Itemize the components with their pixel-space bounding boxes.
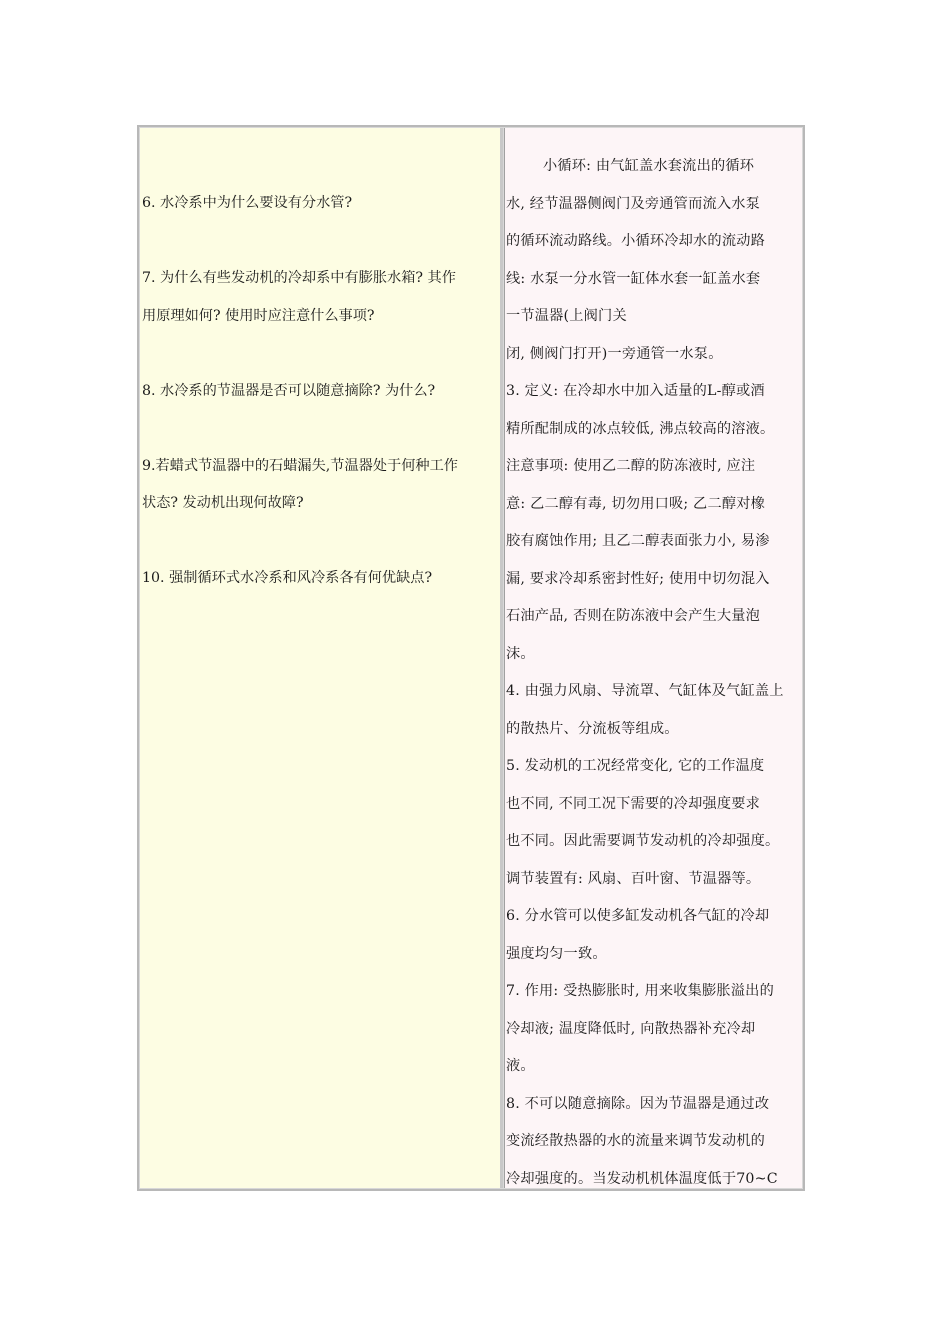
qa-table xyxy=(137,125,805,1191)
answer-line: 一节温器(上阀门关 xyxy=(506,308,627,324)
answer-line: 也不同。因此需要调节发动机的冷却强度。 xyxy=(506,833,780,849)
answer-line: 6. 分水管可以使多缸发动机各气缸的冷却 xyxy=(506,908,770,924)
question-7-line-2: 用原理如何? 使用时应注意什么事项? xyxy=(142,307,375,324)
answer-line: 8. 不可以随意摘除。因为节温器是通过改 xyxy=(506,1095,770,1112)
answer-line: 也不同, 不同工况下需要的冷却强度要求 xyxy=(506,795,761,812)
question-9-line-1: 9.若蜡式节温器中的石蜡漏失,节温器处于何种工作 xyxy=(142,457,458,474)
answer-line: 精所配制成的冰点较低, 沸点较高的溶液。 xyxy=(506,420,775,437)
question-7-line-1: 7. 为什么有些发动机的冷却系中有膨胀水箱? 其作 xyxy=(142,270,456,286)
answer-line: 强度均匀一致。 xyxy=(506,945,607,962)
answer-line: 调节装置有: 风扇、百叶窗、节温器等。 xyxy=(506,870,761,887)
questions-cell xyxy=(140,128,503,1188)
answer-line: 冷却强度的。当发动机机体温度低于70~C xyxy=(506,1170,778,1187)
question-9-line-2: 状态? 发动机出现何故障? xyxy=(142,495,304,511)
answer-line: 的散热片、分流板等组成。 xyxy=(506,720,679,737)
question-6: 6. 水冷系中为什么要设有分水管? xyxy=(142,195,353,211)
question-8: 8. 水冷系的节温器是否可以随意摘除? 为什么? xyxy=(142,382,436,399)
answer-line: 7. 作用: 受热膨胀时, 用来收集膨胀溢出的 xyxy=(506,983,774,999)
answer-line: 的循环流动路线。小循环冷却水的流动路 xyxy=(506,233,765,249)
answer-line: 液。 xyxy=(506,1058,535,1074)
answer-line: 胶有腐蚀作用; 且乙二醇表面张力小, 易渗 xyxy=(506,533,770,549)
answer-line: 意: 乙二醇有毒, 切勿用口吸; 乙二醇对橡 xyxy=(506,495,766,512)
answer-line: 线: 水泵一分水管一缸体水套一缸盖水套 xyxy=(506,270,761,287)
answer-line: 沫。 xyxy=(506,645,535,662)
answer-line: 5. 发动机的工况经常变化, 它的工作温度 xyxy=(506,758,765,774)
answer-line: 冷却液; 温度降低时, 向散热器补充冷却 xyxy=(506,1020,756,1037)
answer-line: 闭, 侧阀门打开)一旁通管一水泵。 xyxy=(506,345,723,362)
answer-line: 漏, 要求冷却系密封性好; 使用中切勿混入 xyxy=(506,570,770,587)
answers-cell xyxy=(504,128,802,1188)
answer-line: 水, 经节温器侧阀门及旁通管而流入水泵 xyxy=(506,195,761,212)
answer-line: 注意事项: 使用乙二醇的防冻液时, 应注 xyxy=(506,458,756,474)
answer-line: 变流经散热器的水的流量来调节发动机的 xyxy=(506,1133,765,1149)
answer-line: 4. 由强力风扇、导流罩、气缸体及气缸盖上 xyxy=(506,683,784,699)
question-10: 10. 强制循环式水冷系和风冷系各有何优缺点? xyxy=(142,570,433,586)
answer-line: 3. 定义: 在冷却水中加入适量的L-醇或酒 xyxy=(506,383,765,399)
answer-line: 小循环: 由气缸盖水套流出的循环 xyxy=(543,158,755,174)
answer-line: 石油产品, 否则在防冻液中会产生大量泡 xyxy=(506,608,761,624)
